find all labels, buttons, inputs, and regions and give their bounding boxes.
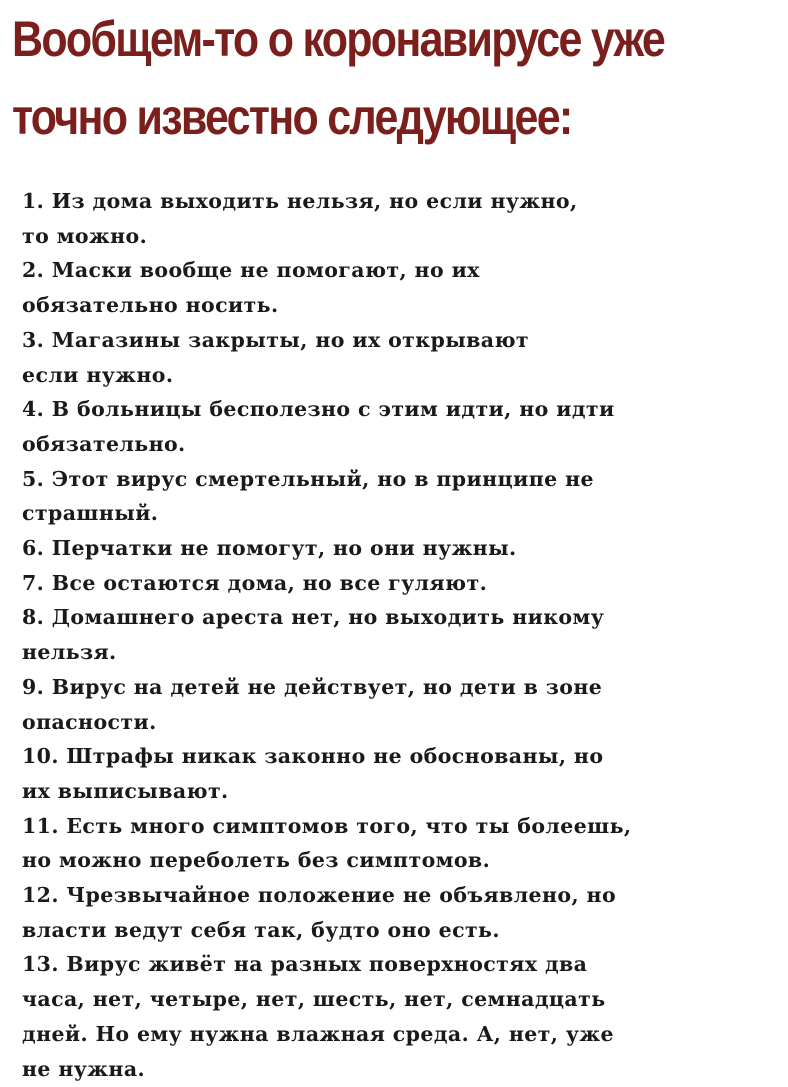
fact-item	[22, 809, 782, 878]
fact-text-line: 3. Магазины закрыты, но их открывают	[22, 327, 530, 352]
fact-text-line: 12. Чрезвычайное положение не объявлено, но	[22, 883, 617, 908]
fact-text-line: 9. Вирус на детей не действует, но дети в зоне	[22, 674, 603, 699]
fact-item	[22, 392, 782, 461]
fact-text-line: то можно.	[22, 223, 148, 248]
fact-item	[22, 531, 782, 566]
fact-item	[22, 184, 782, 253]
fact-text-line: 5. Этот вирус смертельный, но в принципе не	[22, 466, 594, 491]
fact-text-line: 7. Все остаются дома, но все гуляют.	[22, 570, 488, 595]
fact-text-line: обязательно носить.	[22, 293, 279, 318]
fact-text-line: опасности.	[22, 709, 157, 734]
fact-item	[22, 878, 782, 947]
fact-text-line: их выписывают.	[22, 778, 229, 803]
fact-text-line: но можно переболеть без симптомов.	[22, 848, 491, 873]
headline-line-2: точно известно следующее:	[12, 89, 572, 145]
fact-text-line: власти ведут себя так, будто оно есть.	[22, 917, 500, 942]
fact-text-line: нельзя.	[22, 640, 117, 665]
fact-item	[22, 600, 782, 669]
headline-line-1: Вообщем-то о коронавирусе уже	[12, 11, 665, 67]
fact-item	[22, 739, 782, 808]
headline	[12, 0, 674, 156]
fact-text-line: не нужна.	[22, 1056, 146, 1081]
fact-text-line: 10. Штрафы никак законно не обоснованы, но	[22, 744, 604, 769]
facts-list	[22, 184, 782, 1086]
fact-text-line: 8. Домашнего ареста нет, но выходить никому	[22, 605, 605, 630]
fact-text-line: 6. Перчатки не помогут, но они нужны.	[22, 536, 517, 561]
fact-text-line: дней. Но ему нужна влажная среда. А, нет, уже	[22, 1021, 614, 1046]
fact-text-line: 11. Есть много симптомов того, что ты болеешь,	[22, 813, 632, 838]
fact-text-line: 1. Из дома выходить нельзя, но если нужно,	[22, 189, 578, 213]
fact-text-line: если нужно.	[22, 362, 174, 387]
fact-text-line: страшный.	[22, 501, 159, 526]
fact-text-line: обязательно.	[22, 431, 186, 456]
fact-item	[22, 253, 782, 322]
fact-text-line: 2. Маски вообще не помогают, но их	[22, 258, 480, 283]
fact-item	[22, 670, 782, 739]
fact-item	[22, 947, 782, 1086]
fact-item	[22, 462, 782, 531]
fact-item	[22, 323, 782, 392]
fact-text-line: 4. В больницы бесполезно с этим идти, но идти	[22, 397, 615, 422]
fact-item	[22, 566, 782, 601]
fact-text-line: 13. Вирус живёт на разных поверхностях два	[22, 952, 588, 977]
fact-text-line: часа, нет, четыре, нет, шесть, нет, семнадцать	[22, 987, 606, 1012]
